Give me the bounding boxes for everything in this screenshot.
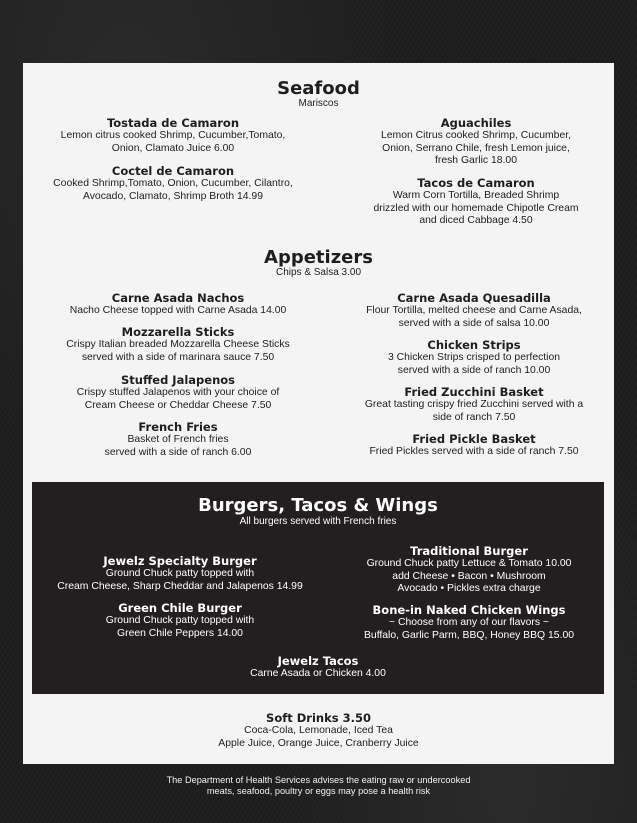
menu-item-nachos bbox=[23, 291, 333, 318]
item-desc: Ground Chuck patty topped with Cream Cheese, Sharp Cheddar and Jalapenos 14.99 bbox=[57, 568, 303, 592]
menu-item-soft-drinks bbox=[23, 711, 614, 750]
item-name: Traditional Burger bbox=[410, 544, 528, 558]
item-name: Coctel de Camaron bbox=[111, 164, 235, 178]
item-desc: ~ Choose from any of our flavors ~ Buffalo, Garlic Parm, BBQ, Honey BBQ 15.00 bbox=[363, 617, 575, 641]
item-name: Bone-in Naked Chicken Wings bbox=[372, 603, 566, 617]
item-desc: 3 Chicken Strips crisped to perfection served with a side of ranch 10.00 bbox=[387, 352, 561, 376]
item-desc: Fried Pickles served with a side of ranch 7.50 bbox=[369, 446, 579, 457]
item-desc: Nacho Cheese topped with Carne Asada 14.00 bbox=[69, 305, 287, 316]
item-name: Aguachiles bbox=[440, 116, 512, 130]
item-desc: Basket of French fries served with a side of ranch 6.00 bbox=[104, 434, 252, 458]
burgers-subtitle: All burgers served with French fries bbox=[239, 516, 397, 527]
menu-item-tostada bbox=[23, 116, 323, 155]
item-name: Carne Asada Quesadilla bbox=[397, 291, 551, 305]
menu-item-pickle bbox=[335, 432, 613, 459]
item-name: Stuffed Jalapenos bbox=[120, 373, 236, 387]
item-name: Fried Pickle Basket bbox=[412, 432, 536, 446]
menu-item-jalapenos bbox=[23, 373, 333, 412]
health-disclaimer: The Department of Health Services advises the eating raw or undercooked meats, seafood, poultry or eggs may pose a health risk bbox=[166, 775, 471, 796]
menu-item-specialty-burger bbox=[32, 554, 328, 593]
menu-item-coctel bbox=[23, 164, 323, 203]
burgers-section bbox=[32, 482, 604, 694]
appetizers-title: Appetizers bbox=[264, 247, 373, 268]
item-name: Tacos de Camaron bbox=[417, 176, 535, 190]
item-desc: Warm Corn Tortilla, Breaded Shrimp drizzled with our homemade Chipotle Cream and diced Cabbage 4.50 bbox=[373, 190, 579, 226]
item-desc: Great tasting crispy fried Zucchini served with a side of ranch 7.50 bbox=[364, 399, 584, 423]
item-name: Fried Zucchini Basket bbox=[404, 385, 544, 399]
menu-item-wings bbox=[332, 603, 606, 642]
item-desc: Cooked Shrimp,Tomato, Onion, Cucumber, Cilantro, Avocado, Clamato, Shrimp Broth 14.99 bbox=[53, 178, 293, 202]
menu-item-tacos-camaron bbox=[341, 176, 611, 228]
item-name: Jewelz Tacos bbox=[277, 654, 359, 668]
menu-item-zucchini bbox=[335, 385, 613, 424]
menu-item-traditional-burger bbox=[332, 544, 606, 596]
appetizers-subtitle: Chips & Salsa 3.00 bbox=[275, 267, 362, 278]
item-name: Carne Asada Nachos bbox=[111, 291, 245, 305]
menu-item-quesadilla bbox=[335, 291, 613, 330]
item-desc: Carne Asada or Chicken 4.00 bbox=[250, 668, 386, 679]
item-desc: Ground Chuck patty topped with Green Chile Peppers 14.00 bbox=[105, 615, 255, 639]
item-name: Tostada de Camaron bbox=[106, 116, 240, 130]
menu-item-fries bbox=[23, 420, 333, 459]
menu-item-aguachiles bbox=[341, 116, 611, 168]
item-name: Soft Drinks 3.50 bbox=[266, 711, 371, 725]
menu-item-green-chile-burger bbox=[32, 601, 328, 640]
item-desc: Ground Chuck patty Lettuce & Tomato 10.00 add Cheese • Bacon • Mushroom Avocado • Pickles extra charge bbox=[366, 558, 572, 594]
menu-panel bbox=[23, 63, 614, 764]
item-name: Mozzarella Sticks bbox=[121, 325, 235, 339]
item-desc: Coca-Cola, Lemonade, Iced Tea Apple Juice, Orange Juice, Cranberry Juice bbox=[218, 725, 419, 749]
item-name: Chicken Strips bbox=[427, 338, 521, 352]
menu-item-chicken-strips bbox=[335, 338, 613, 377]
burgers-title: Burgers, Tacos & Wings bbox=[198, 495, 438, 516]
seafood-title: Seafood bbox=[277, 78, 360, 99]
seafood-subtitle: Mariscos bbox=[298, 98, 339, 109]
item-desc: Crispy Italian breaded Mozzarella Cheese Sticks served with a side of marinara sauce 7.50 bbox=[66, 339, 290, 363]
item-desc: Lemon Citrus cooked Shrimp, Cucumber, Onion, Serrano Chile, fresh Lemon juice, fresh Garlic 18.00 bbox=[381, 130, 571, 166]
item-desc: Crispy stuffed Jalapenos with your choice of Cream Cheese or Cheddar Cheese 7.50 bbox=[76, 387, 280, 411]
item-name: French Fries bbox=[138, 420, 218, 434]
menu-item-jewelz-tacos bbox=[32, 654, 604, 681]
item-desc: Lemon citrus cooked Shrimp, Cucumber,Tomato, Onion, Clamato Juice 6.00 bbox=[60, 130, 286, 154]
item-name: Jewelz Specialty Burger bbox=[103, 554, 257, 568]
item-name: Green Chile Burger bbox=[118, 601, 242, 615]
menu-item-mozzarella bbox=[23, 325, 333, 364]
item-desc: Flour Tortilla, melted cheese and Carne Asada, served with a side of salsa 10.00 bbox=[366, 305, 582, 329]
